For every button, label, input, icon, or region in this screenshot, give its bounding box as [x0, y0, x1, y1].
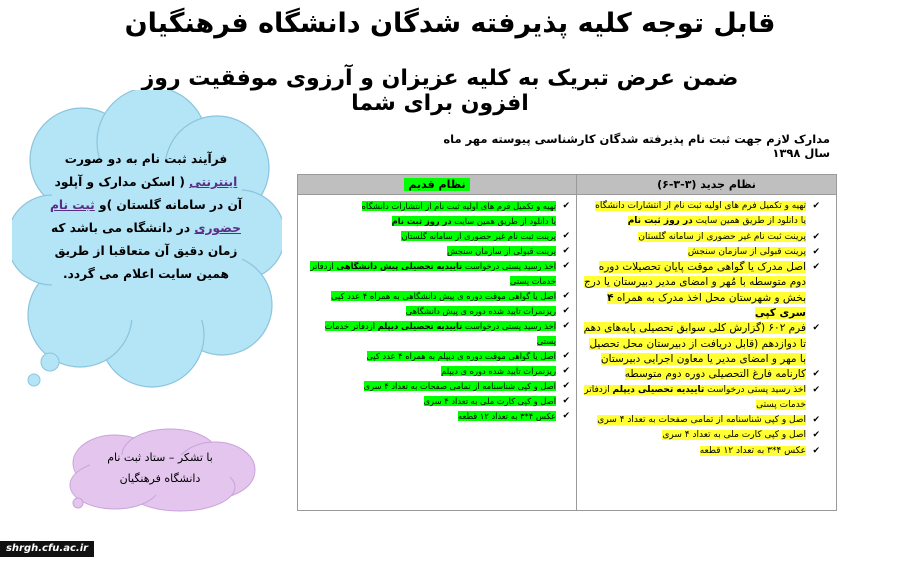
- list-item: ✔ اصل یا گواهی موقت دوره ی دیپلم به همراه ۴ عدد کپی: [304, 349, 570, 364]
- old-system-header: نظام قدیم: [298, 175, 576, 195]
- list-item: ✔ اصل یا گواهی موقت دوره ی پیش دانشگاهی به همراه ۴ عدد کپی: [304, 289, 570, 304]
- list-item: ✔ اصل و کپی کارت ملی به تعداد ۴ سری: [582, 428, 820, 443]
- list-item: ✔ اخذ رسید پستی درخواست تاییدیه تحصیلی پیش دانشگاهی ازدفاتر خدمات پستی: [304, 259, 570, 289]
- registration-process-text: فرآیند ثبت نام به دو صورت اینترنتی ( اسکن مدارک و آپلود آن در سامانه گلستان )و ثبت نام حضوری در دانشگاه می باشد که زمان دقیق آن متعاقبا از طریق همین سایت اعلام می گردد.: [49, 152, 243, 281]
- list-item: ✔ اخذ رسید پستی درخواست تاییدیه تحصیلی دیپلم ازدفاتر خدمات پستی: [304, 319, 570, 349]
- list-item: ✔ کارنامه فارغ التحصیلی دوره دوم متوسطه: [582, 367, 820, 382]
- list-item: ✔ ریزنمرات تایید شده دوره ی پیش دانشگاهی: [304, 304, 570, 319]
- registration-process-cloud: [12, 90, 282, 390]
- list-item: ✔ پرینت قبولی از سازمان سنجش: [304, 244, 570, 259]
- list-item: ✔ اخذ رسید پستی درخواست تاییدیه تحصیلی دیپلم ازدفاتر خدمات پستی: [582, 383, 820, 414]
- list-item: ✔ اصل و کپی کارت ملی به تعداد ۴ سری: [304, 394, 570, 409]
- list-item: ✔ عکس ۴*۳ به تعداد ۱۲ قطعه: [304, 409, 570, 424]
- list-item: ✔ عکس ۴*۳ به تعداد ۱۲ قطعه: [582, 444, 820, 459]
- thanks-text: با تشکر – ستاد ثبت نام دانشگاه فرهنگیان: [107, 451, 213, 485]
- list-item: ✔ پرینت ثبت نام غیر حضوری از سامانه گلستان: [582, 230, 820, 245]
- site-watermark: shrgh.cfu.ac.ir: [0, 541, 94, 557]
- list-item: ✔ پرینت قبولی از سازمان سنجش: [582, 245, 820, 260]
- main-title: قابل توجه کلیه پذیرفته شدگان دانشگاه فرهنگیان: [124, 8, 776, 39]
- new-system-list: [582, 199, 820, 459]
- list-item: ✔ اصل و کپی شناسنامه از تمامی صفحات به تعداد ۴ سری: [304, 379, 570, 394]
- list-item: ✔ فرم ۶۰۲ (گزارش کلی سوابق تحصیلی پایه‌های دهم تا دوازدهم (قابل دریافت از دبیرستان محل تحصیل با مهر و امضای مدیر یا معاون اجرایی دبیرستان: [582, 321, 820, 367]
- list-item: ✔ پرینت ثبت نام غیر حضوری از سامانه گلستان: [304, 229, 570, 244]
- new-system-header: نظام جدید (۳-۳-۶): [577, 175, 836, 195]
- list-item: ✔ تهیه و تکمیل فرم های اولیه ثبت نام از انتشارات دانشگاه یا دانلود از طریق همین سایت در روز ثبت نام: [582, 199, 820, 230]
- column-divider: [576, 175, 577, 510]
- old-system-list: [304, 199, 570, 424]
- thanks-cloud: [60, 425, 260, 515]
- list-item: ✔ تهیه و تکمیل فرم های اولیه ثبت نام از انتشارات دانشگاه یا دانلود از طریق همین سایت در روز ثبت نام: [304, 199, 570, 229]
- congrats-subtitle: ضمن عرض تبریک به کلیه عزیزان و آرزوی موفقیت روز افزون برای شما: [141, 66, 739, 116]
- documents-heading: مدارک لازم جهت ثبت نام پذیرفته شدگان کارشناسی پیوسته مهر ماه سال ۱۳۹۸: [443, 132, 830, 160]
- list-item: ✔ ریزنمرات تایید شده دوره ی دیپلم: [304, 364, 570, 379]
- documents-table: [297, 174, 837, 511]
- list-item: ✔ اصل و کپی شناسنامه از تمامی صفحات به تعداد ۴ سری: [582, 413, 820, 428]
- list-item: ✔ اصل مدرک یا گواهی موقت پایان تحصیلات دوره دوم متوسطه با مُهر و امضای مدیر دبیرستان یا درج بخش و شهرستان محل اخذ مدرک به همراه ۴ سری کپی: [582, 260, 820, 321]
